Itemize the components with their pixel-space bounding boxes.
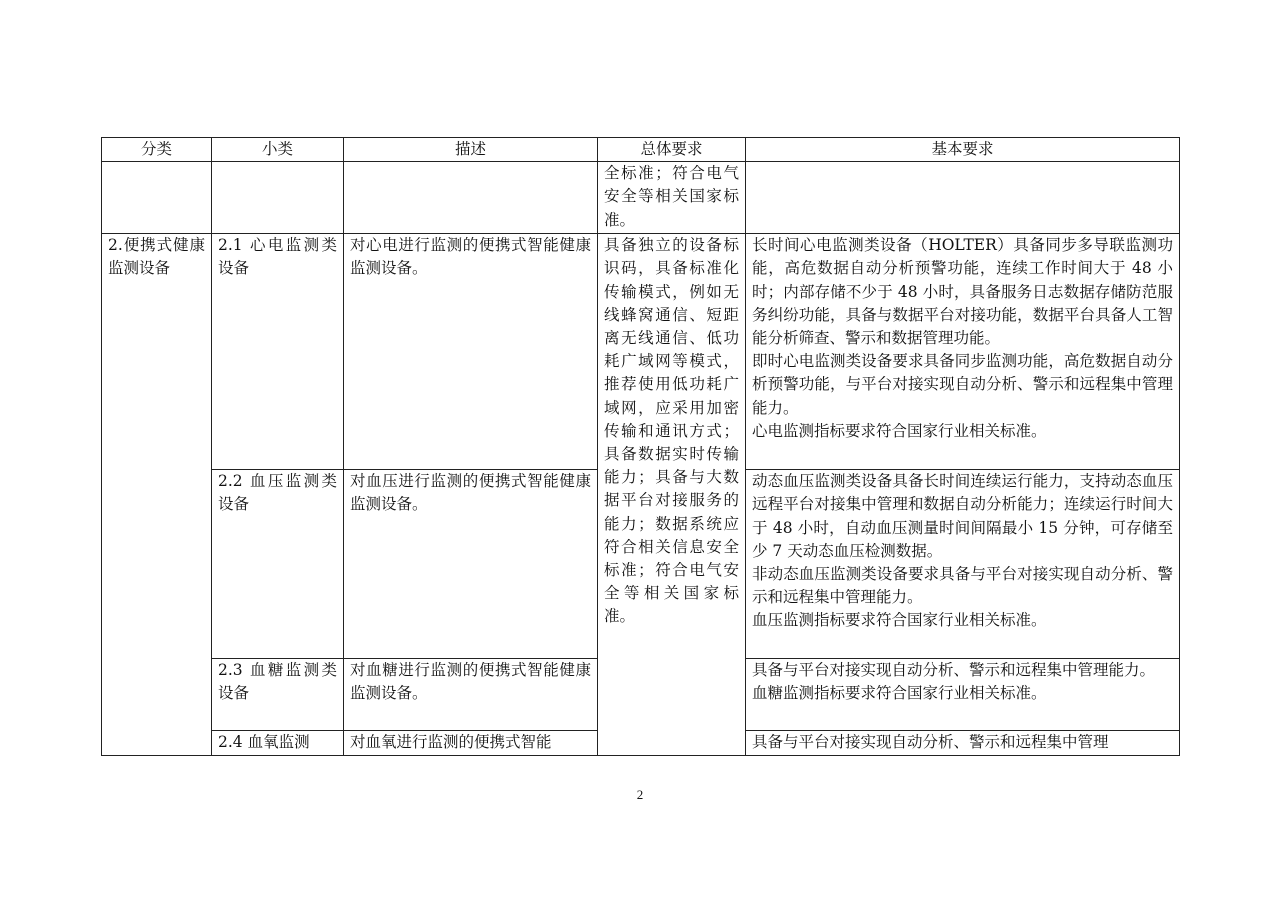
basic-paragraph: 即时心电监测类设备要求具备同步监测功能，高危数据自动分析预警功能，与平台对接实现自动分析、警示和远程集中管理能力。: [752, 352, 1173, 417]
continued-category-cell: [102, 162, 212, 234]
header-category: 分类: [102, 138, 212, 162]
basic-paragraph: 动态血压监测类设备具备长时间连续运行能力，支持动态血压远程平台对接集中管理和数据自动分析能力；连续运行时间大于 48 小时，自动血压测量时间间隔最小 15 分钟，可存储至少 7 天动态血压检测数据。: [752, 472, 1173, 560]
continued-row: [102, 162, 1180, 234]
basic-paragraph: 血糖监测指标要求符合国家行业相关标准。: [752, 684, 1047, 703]
description-cell: 对心电进行监测的便携式智能健康监测设备。: [344, 234, 598, 470]
header-subcategory: 小类: [212, 138, 344, 162]
header-overall-requirement: 总体要求: [598, 138, 746, 162]
continued-description-cell: [344, 162, 598, 234]
basic-requirement-cell: [746, 470, 1180, 659]
page-number: 2: [636, 787, 644, 802]
category-cell: 2.便携式健康监测设备: [102, 234, 212, 756]
basic-paragraph: 长时间心电监测类设备（HOLTER）具备同步多导联监测功能，高危数据自动分析预警功能，连续工作时间大于 48 小时；内部存储不少于 48 小时，具备服务日志数据存储防范服务纠纷功能，具备与数据平台对接功能，数据平台具备人工智能分析筛查、警示和数据管理功能。: [752, 236, 1173, 348]
subcategory-cell: 2.3 血糖监测类设备: [212, 659, 344, 731]
description-cell: 对血糖进行监测的便携式智能健康监测设备。: [344, 659, 598, 731]
header-row: [102, 138, 1180, 162]
subcategory-cell: 2.4 血氧监测: [212, 731, 344, 756]
basic-paragraph: 非动态血压监测类设备要求具备与平台对接实现自动分析、警示和远程集中管理能力。: [752, 565, 1173, 607]
basic-requirement-cell: [746, 234, 1180, 470]
basic-requirement-cell: [746, 731, 1180, 756]
description-cell: 对血氧进行监测的便携式智能: [344, 731, 598, 756]
continued-subcategory-cell: [212, 162, 344, 234]
subcategory-cell: 2.1 心电监测类设备: [212, 234, 344, 470]
basic-paragraph: 心电监测指标要求符合国家行业相关标准。: [752, 421, 1047, 440]
continued-basic-cell: [746, 162, 1180, 234]
basic-paragraph: 具备与平台对接实现自动分析、警示和远程集中管理: [752, 733, 1109, 752]
continued-overall-cell: 全标准；符合电气安全等相关国家标准。: [598, 162, 746, 234]
basic-requirement-cell: [746, 659, 1180, 731]
basic-paragraph: 具备与平台对接实现自动分析、警示和远程集中管理能力。: [752, 661, 1156, 680]
header-description: 描述: [344, 138, 598, 162]
basic-paragraph: 血压监测指标要求符合国家行业相关标准。: [752, 611, 1047, 630]
overall-requirement-cell: 具备独立的设备标识码，具备标准化传输模式，例如无线蜂窝通信、短距离无线通信、低功耗广域网等模式，推荐使用低功耗广域网，应采用加密传输和通讯方式；具备数据实时传输能力；具备与大数据平台对接服务的能力；数据系统应符合相关信息安全标准；符合电气安全等相关国家标准。: [598, 234, 746, 756]
description-cell: 对血压进行监测的便携式智能健康监测设备。: [344, 470, 598, 659]
subcategory-cell: 2.2 血压监测类设备: [212, 470, 344, 659]
table-row: [102, 234, 1180, 470]
header-basic-requirement: 基本要求: [746, 138, 1180, 162]
requirements-table: [101, 137, 1180, 756]
